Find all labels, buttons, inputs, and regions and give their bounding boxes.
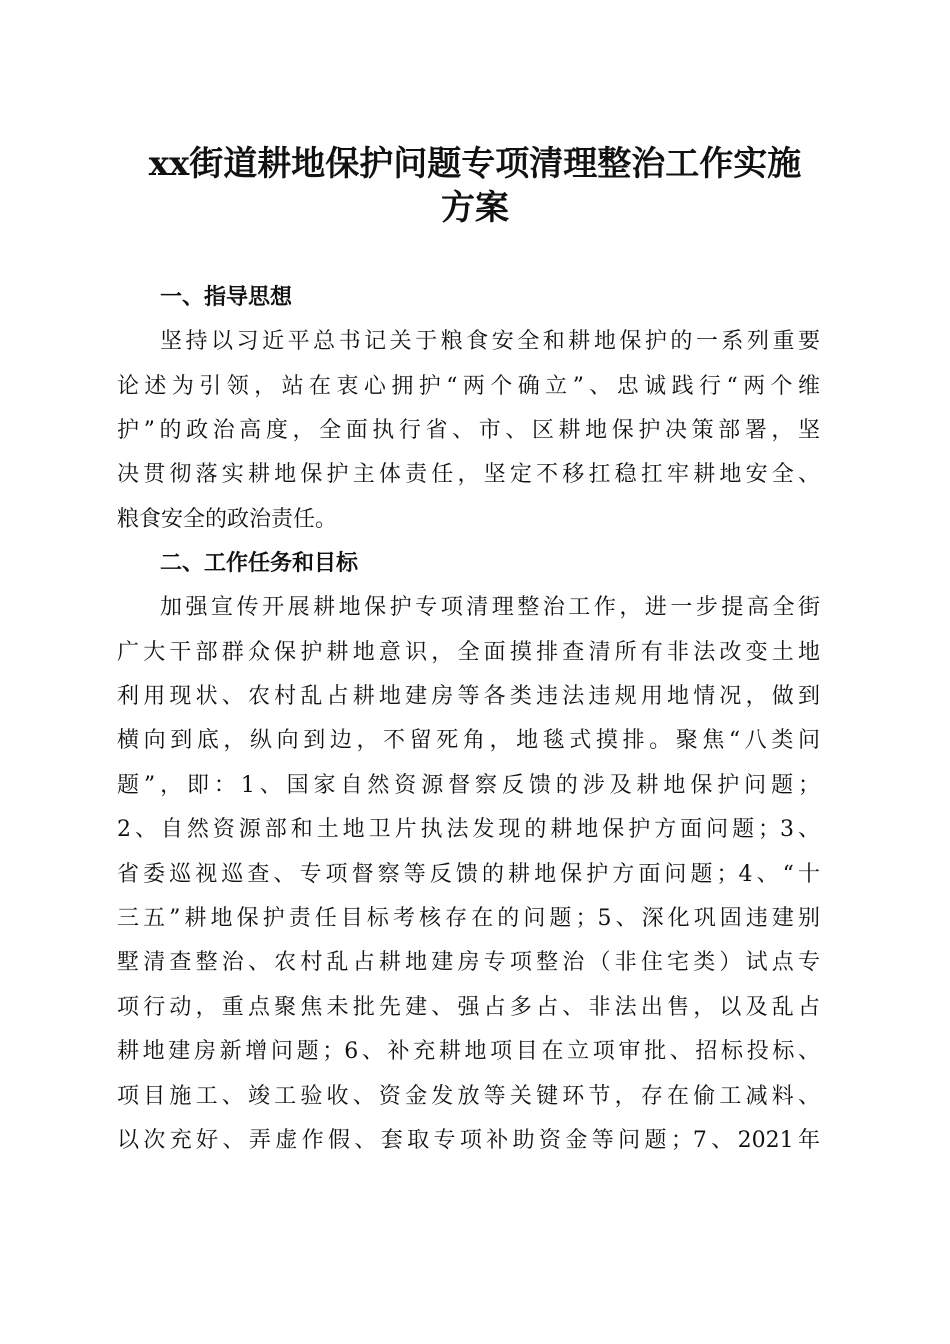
paragraph-line: 论述为引领，站在衷心拥护“两个确立”、忠诚践行“两个维	[117, 374, 820, 399]
paragraph-line: 耕地建房新增问题；6、补充耕地项目在立项审批、招标投标、	[117, 1039, 820, 1064]
paragraph-line: 2、自然资源部和土地卫片执法发现的耕地保护方面问题；3、	[117, 817, 820, 842]
paragraph-line: 坚持以习近平总书记关于粮食安全和耕地保护的一系列重要	[160, 329, 820, 354]
paragraph-line: 三五”耕地保护责任目标考核存在的问题；5、深化巩固违建别	[117, 906, 820, 931]
paragraph-line: 项行动，重点聚焦未批先建、强占多占、非法出售，以及乱占	[117, 995, 820, 1020]
paragraph-line: 横向到底，纵向到边，不留死角，地毯式摸排。聚焦“八类问	[117, 728, 820, 753]
paragraph-line: 护”的政治高度，全面执行省、市、区耕地保护决策部署，坚	[117, 418, 820, 443]
section-heading-guiding-thought: 一、指导思想	[160, 285, 293, 310]
paragraph-line: 粮食安全的政治责任。	[117, 507, 338, 532]
paragraph-line: 利用现状、农村乱占耕地建房等各类违法违规用地情况，做到	[117, 684, 820, 709]
paragraph-line: 以次充好、弄虚作假、套取专项补助资金等问题；7、2021年	[117, 1128, 820, 1153]
document-title-line-2: 方案	[441, 188, 509, 228]
paragraph-line: 省委巡视巡查、专项督察等反馈的耕地保护方面问题；4、“十	[117, 862, 820, 887]
paragraph-line: 题”，即：1、国家自然资源督察反馈的涉及耕地保护问题；	[117, 773, 820, 798]
document-title-line-1: xx街道耕地保护问题专项清理整治工作实施	[148, 144, 802, 184]
paragraph-line: 加强宣传开展耕地保护专项清理整治工作，进一步提高全街	[160, 595, 820, 620]
paragraph-line: 项目施工、竣工验收、资金发放等关键环节，存在偷工减料、	[117, 1084, 820, 1109]
paragraph-line: 决贯彻落实耕地保护主体责任，坚定不移扛稳扛牢耕地安全、	[117, 462, 820, 487]
paragraph-line: 墅清查整治、农村乱占耕地建房专项整治（非住宅类）试点专	[117, 950, 820, 975]
paragraph-line: 广大干部群众保护耕地意识，全面摸排查清所有非法改变土地	[117, 640, 820, 665]
section-heading-tasks-goals: 二、工作任务和目标	[160, 551, 359, 576]
